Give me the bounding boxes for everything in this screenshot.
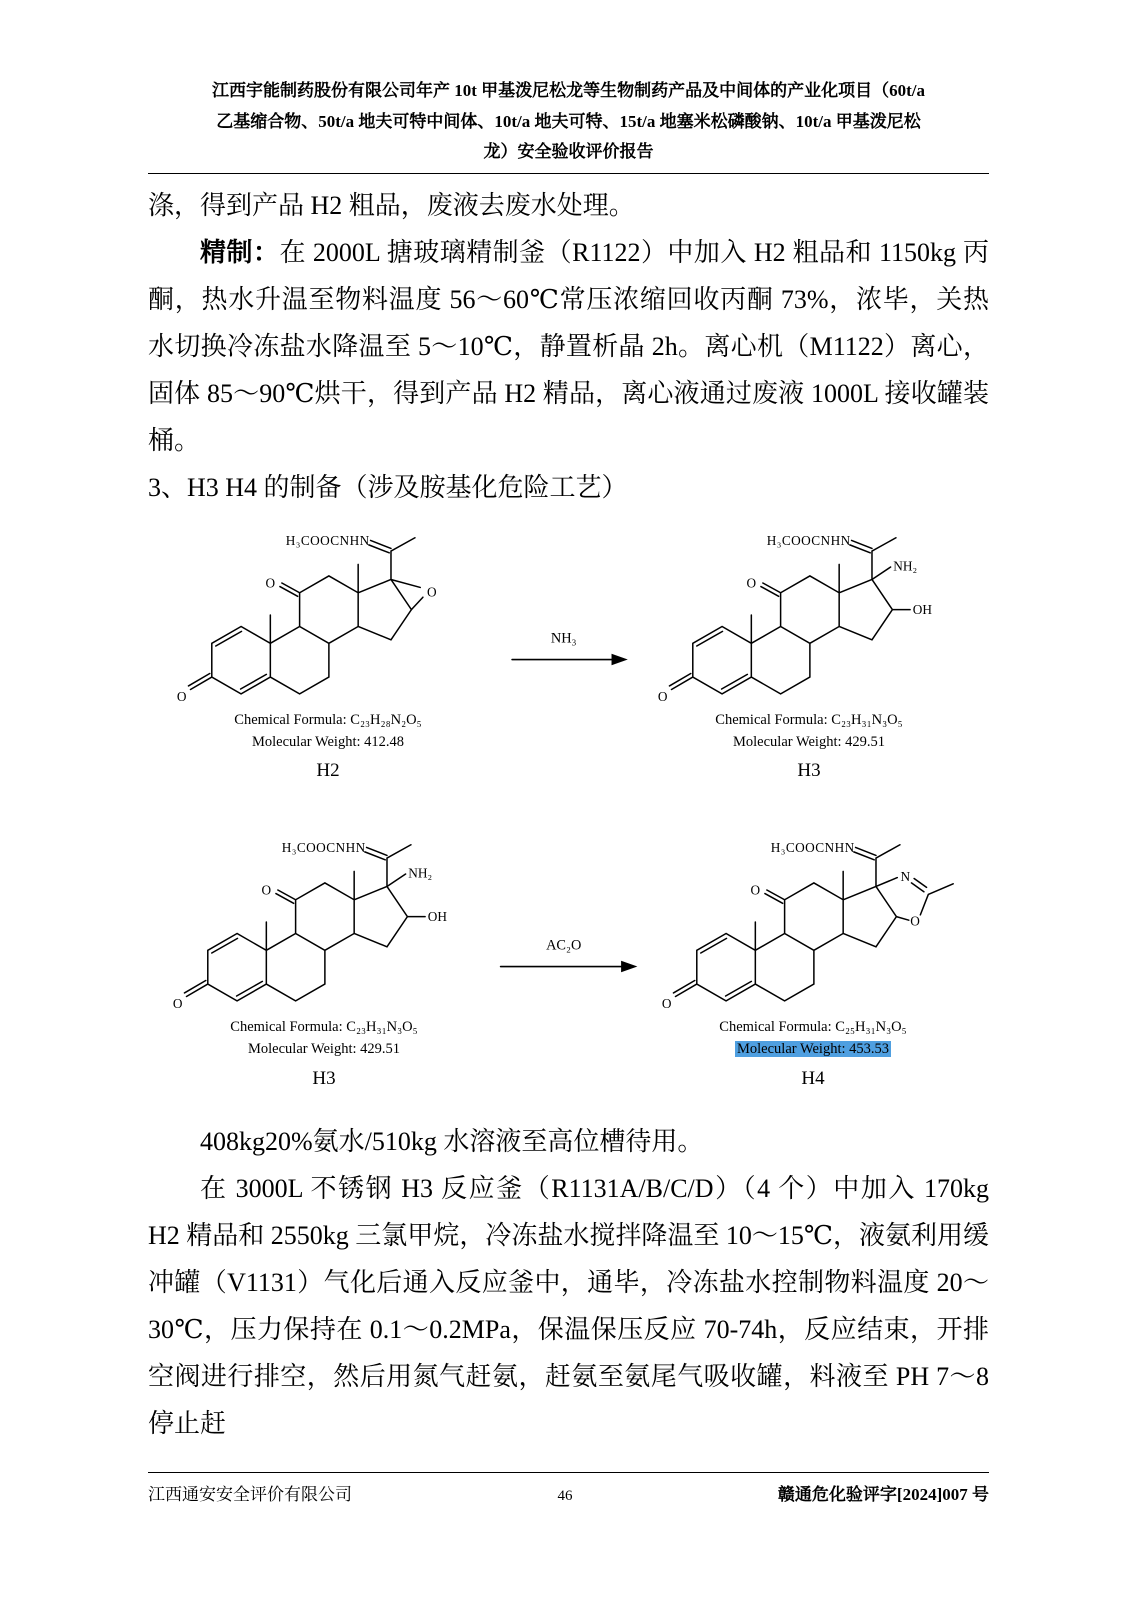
chemical-formula-h2: Chemical Formula: C₂₃H₂₈N₂O₅ bbox=[234, 711, 422, 728]
structure-h4 bbox=[641, 834, 985, 1090]
structure-h3 bbox=[633, 527, 985, 783]
header-line-3: 龙）安全验收评价报告 bbox=[483, 142, 654, 162]
molecule-name-h4: H4 bbox=[801, 1067, 825, 1089]
paragraph-1: 涤，得到产品 H2 粗品，废液去废水处理。 bbox=[148, 190, 635, 220]
highlighted-molecular-weight: Molecular Weight: 453.53 bbox=[737, 1041, 889, 1058]
hydroxyl-group-label: OH bbox=[427, 909, 448, 925]
molecule-h3-drawing-2 bbox=[159, 834, 489, 1017]
hydrazone-chain-label: H₃COOCNHN bbox=[281, 840, 366, 856]
footer-company: 江西通安安全评价有限公司 bbox=[148, 1485, 352, 1504]
reaction-arrow-2 bbox=[496, 934, 641, 983]
epoxide-oxygen-icon: O bbox=[426, 584, 437, 600]
footer-doc-number: 赣通危化验评字[2024]007 号 bbox=[777, 1485, 989, 1504]
hydroxyl-group-label: OH bbox=[912, 601, 933, 617]
reagent-label-nh3: NH₃ bbox=[550, 630, 577, 647]
molecule-h3-drawing bbox=[644, 527, 974, 710]
hydrazone-chain-label: H₃COOCNHN bbox=[285, 532, 370, 548]
paragraph-3: 3、H3 H4 的制备（涉及胺基化危险工艺） bbox=[148, 472, 628, 502]
oxazoline-oxygen-icon: O bbox=[910, 913, 920, 929]
footer-page-number: 46 bbox=[557, 1488, 573, 1504]
document-footer bbox=[148, 1472, 989, 1505]
reaction-scheme-1 bbox=[148, 527, 989, 783]
amine-group-label: NH₂ bbox=[408, 865, 433, 881]
paragraph-2-text: 在 2000L 搪玻璃精制釜（R1122）中加入 H2 粗品和 1150kg 丙酮，热水升温至物料温度 56～60℃常压浓缩回收丙酮 73%，浓毕，关热水切换冷冻盐水降温至 5～10℃，静置析晶 2h。离心机（M1122）离心，固体 85～90℃烘干，得到产品 H2 精品，离心液通过废液 1000L 接收罐装桶。 bbox=[148, 237, 989, 455]
reaction-arrow-1 bbox=[506, 627, 631, 676]
arrowhead-icon bbox=[621, 961, 637, 972]
molecular-weight-h3: Molecular Weight: 429.51 bbox=[733, 733, 885, 750]
molecular-weight-h4 bbox=[641, 1039, 985, 1061]
chemical-formula-h3: Chemical Formula: C₂₃H₃₁N₃O₅ bbox=[715, 711, 903, 728]
paragraph-2-label: 精制： bbox=[200, 237, 280, 267]
document-header bbox=[148, 76, 989, 174]
molecule-h4-drawing bbox=[648, 834, 978, 1017]
ring-ketone-oxygen-icon: O bbox=[746, 575, 757, 591]
ring-ketone-oxygen-icon: O bbox=[750, 882, 761, 898]
body-block-2 bbox=[148, 1118, 989, 1447]
header-line-2: 乙基缩合物、50t/a 地夫可特中间体、10t/a 地夫可特、15t/a 地塞米松磷酸钠、10t/a 甲基泼尼松 bbox=[216, 111, 921, 131]
ketone-oxygen-icon: O bbox=[176, 688, 187, 704]
paragraph-2 bbox=[148, 229, 989, 464]
reagent-label-ac2o: AC₂O bbox=[546, 937, 582, 954]
ring-ketone-oxygen-icon: O bbox=[265, 575, 276, 591]
body-block-1 bbox=[148, 182, 989, 511]
molecule-h2-drawing bbox=[163, 527, 493, 710]
oxazoline-nitrogen-icon: N bbox=[900, 869, 911, 885]
chemical-formula-h4: Chemical Formula: C₂₅H₃₁N₃O₅ bbox=[719, 1019, 907, 1036]
molecular-weight-h3-second: Molecular Weight: 429.51 bbox=[248, 1041, 400, 1058]
paragraph-4: 408kg20%氨水/510kg 水溶液至高位槽待用。 bbox=[200, 1126, 704, 1156]
molecule-name-h3: H3 bbox=[797, 760, 821, 782]
ketone-oxygen-icon: O bbox=[661, 996, 672, 1012]
arrow-1-drawing bbox=[506, 627, 631, 671]
header-line-1: 江西宇能制药股份有限公司年产 10t 甲基泼尼松龙等生物制药产品及中间体的产业化项目（60t/a bbox=[211, 81, 926, 100]
arrowhead-icon bbox=[612, 654, 628, 665]
molecular-weight-h2: Molecular Weight: 412.48 bbox=[252, 733, 404, 750]
ketone-oxygen-icon: O bbox=[657, 688, 668, 704]
structure-h3-second bbox=[152, 834, 496, 1090]
amine-group-label: NH₂ bbox=[893, 558, 918, 574]
molecule-name-h2: H2 bbox=[316, 760, 340, 782]
chemical-formula-h3-second: Chemical Formula: C₂₃H₃₁N₃O₅ bbox=[230, 1019, 418, 1036]
hydrazone-chain-label: H₃COOCNHN bbox=[766, 532, 851, 548]
ketone-oxygen-icon: O bbox=[172, 996, 183, 1012]
paragraph-5: 在 3000L 不锈钢 H3 反应釜（R1131A/B/C/D）（4 个）中加入 170kg H2 精品和 2550kg 三氯甲烷，冷冻盐水搅拌降温至 10～15℃，液氨利用缓冲罐（V1131）气化后通入反应釜中，通毕，冷冻盐水控制物料温度 20～30℃，压力保持在 0.1～0.2MPa，保温保压反应 70-74h，反应结束，开排空阀进行排空，然后用氮气赶氨，赶氨至氨尾气吸收罐，料液至 PH 7～8 停止赶 bbox=[148, 1173, 989, 1438]
structure-h2 bbox=[152, 527, 504, 783]
molecule-name-h3-second: H3 bbox=[312, 1067, 336, 1089]
arrow-2-drawing bbox=[496, 934, 641, 978]
hydrazone-chain-label: H₃COOCNHN bbox=[770, 840, 855, 856]
ring-ketone-oxygen-icon: O bbox=[261, 882, 272, 898]
reaction-scheme-2 bbox=[148, 834, 989, 1090]
